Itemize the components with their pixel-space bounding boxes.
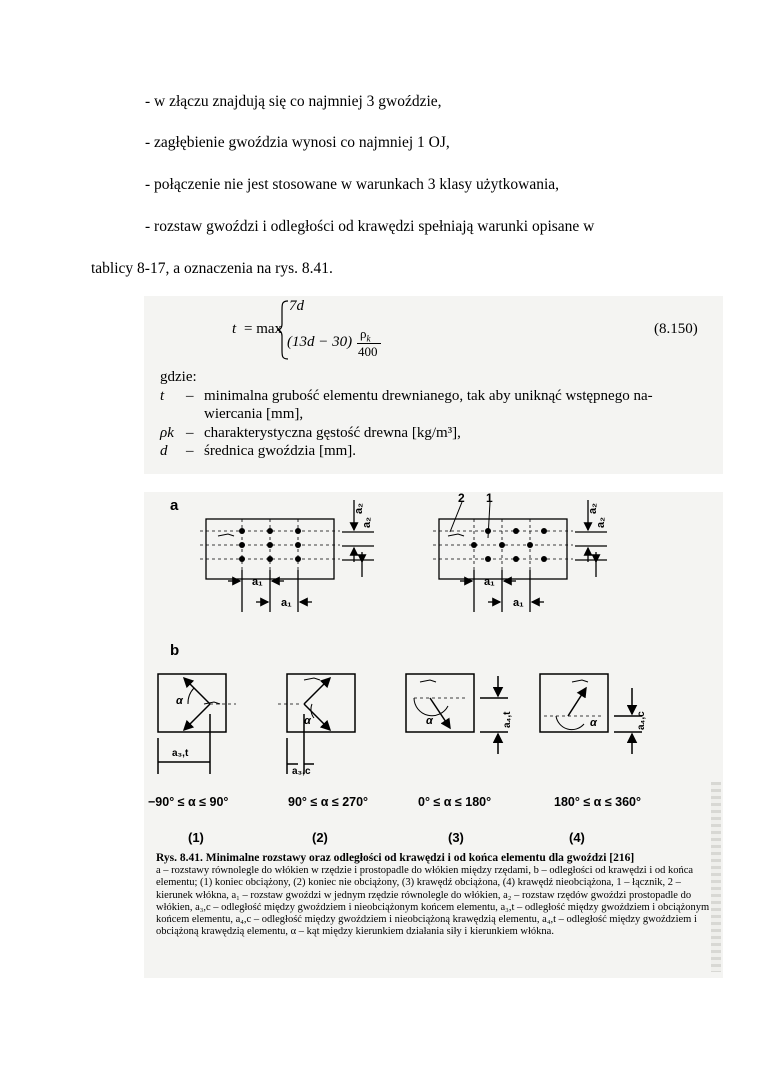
dim-a4c: a₄,c [636, 711, 647, 730]
panel-b-case4 [540, 674, 642, 754]
formula-case2-left: (13d − 30) [287, 334, 353, 350]
where-symbol-t: t [160, 388, 165, 404]
condition-3: - połączenie nie jest stosowane w warunkach 3 klasy użytkowania, [145, 176, 560, 193]
range-case2: 90° ≤ α ≤ 270° [288, 795, 369, 809]
condition-4: - rozstaw gwoździ i odległości od krawędzi spełniają warunki opisane w [145, 218, 595, 235]
caption-title: Rys. 8.41. Minimalne rozstawy oraz odległości od krawędzi i od końca elementu dla gwoździ [216] [156, 852, 635, 864]
where-def-t-cont: wiercania [mm], [204, 406, 304, 422]
where-heading: gdzie: [160, 369, 197, 385]
dim-a2: a₂ [595, 516, 607, 528]
condition-1: - w złączu znajdują się co najmniej 3 gwoździe, [145, 93, 442, 110]
formula-brace [276, 300, 290, 360]
formula-case2-numerator: $\rho_k$ [360, 326, 371, 344]
dim-a2: a₂ [587, 502, 599, 514]
condition-4-continuation: tablicy 8-17, a oznaczenia na rys. 8.41. [91, 260, 333, 277]
panel-a-right [433, 500, 607, 612]
formula-scan [144, 296, 723, 474]
alpha-case2: α [304, 715, 311, 727]
case-number-4: (4) [569, 830, 585, 845]
case-number-1: (1) [188, 830, 204, 845]
dim-a3t: a₃,t [172, 748, 189, 759]
case-number-2: (2) [312, 830, 328, 845]
dim-a3c: a₃,c [292, 766, 311, 777]
where-dash: – [186, 443, 194, 459]
dim-a1: a₁ [513, 597, 524, 609]
formula-lhs: t [232, 321, 237, 337]
dim-a4t: a₄,t [502, 711, 513, 728]
dim-a2: a₂ [361, 516, 373, 528]
formula-case1: 7d [289, 298, 304, 314]
panel-a-label: a [170, 497, 179, 514]
dim-a1: a₁ [281, 597, 292, 609]
panel-b-label: b [170, 642, 180, 659]
where-def-t: minimalna grubość elementu drewnianego, tak aby uniknąć wstępnego na- [204, 388, 653, 404]
alpha-case4: α [590, 717, 597, 729]
alpha-case1: α [176, 695, 183, 707]
dim-a2: a₂ [353, 502, 365, 514]
where-def-d: średnica gwoździa [mm]. [204, 443, 357, 459]
figure-scan [144, 492, 723, 978]
panel-b-case1 [158, 674, 236, 774]
caption-body: a – rozstawy równolegle do włókien w rzędzie i prostopadle do włókien między rzędami, b – odległości od krawędzi i od końca elementu; (1) koniec obciążony, (2) koniec nie obciążony, (3) krawędź obciążona, (4) krawędź nieobciążona, 1 – łącznik, 2 – kierunek włókna, a₁ – rozstaw gwoździ w jednym rzędzie równolegle do włókien, a₂ – rozstaw rzędów gwoździ prostopadle do włókien, a₃,c – odległość między gwoździem i nieobciążonym końcem elementu, a₃,t – odległość między gwoździem i obciążonym końcem elementu, a₄,c – odległość między gwoździem i nieobciążoną krawędzią elementu, a₄,t – odległość między gwoździem i obciążoną krawędzią elementu, α – kąt między kierunkiem działania siły i kierunkiem włókna. [156, 865, 710, 938]
figure-drawing [144, 492, 723, 842]
where-def-rho: charakterystyczna gęstość drewna [kg/m³], [204, 425, 461, 441]
range-case3: 0° ≤ α ≤ 180° [418, 795, 492, 809]
panel-b-case3 [406, 674, 508, 754]
where-symbol-rho: ρk [160, 425, 174, 441]
where-symbol-d: d [160, 443, 168, 459]
where-dash: – [186, 388, 194, 404]
marker-2: 2 [458, 492, 465, 505]
case-number-3: (3) [448, 830, 464, 845]
formula-number: (8.150) [654, 321, 698, 337]
condition-2: - zagłębienie gwoździa wynosi co najmniej 1 OJ, [145, 134, 450, 151]
dim-a1: a₁ [252, 576, 263, 588]
dim-a1: a₁ [484, 576, 495, 588]
panel-a-left [200, 500, 374, 612]
scan-edge-noise [711, 782, 721, 972]
formula-max: = max [244, 321, 283, 337]
range-case1: −90° ≤ α ≤ 90° [148, 795, 229, 809]
where-dash: – [186, 425, 194, 441]
formula-case2-denominator: 400 [358, 344, 378, 359]
figure-caption [156, 852, 716, 938]
panel-b-case2 [277, 674, 355, 774]
alpha-case3: α [426, 715, 433, 727]
marker-1: 1 [486, 492, 493, 505]
range-case4: 180° ≤ α ≤ 360° [554, 795, 642, 809]
